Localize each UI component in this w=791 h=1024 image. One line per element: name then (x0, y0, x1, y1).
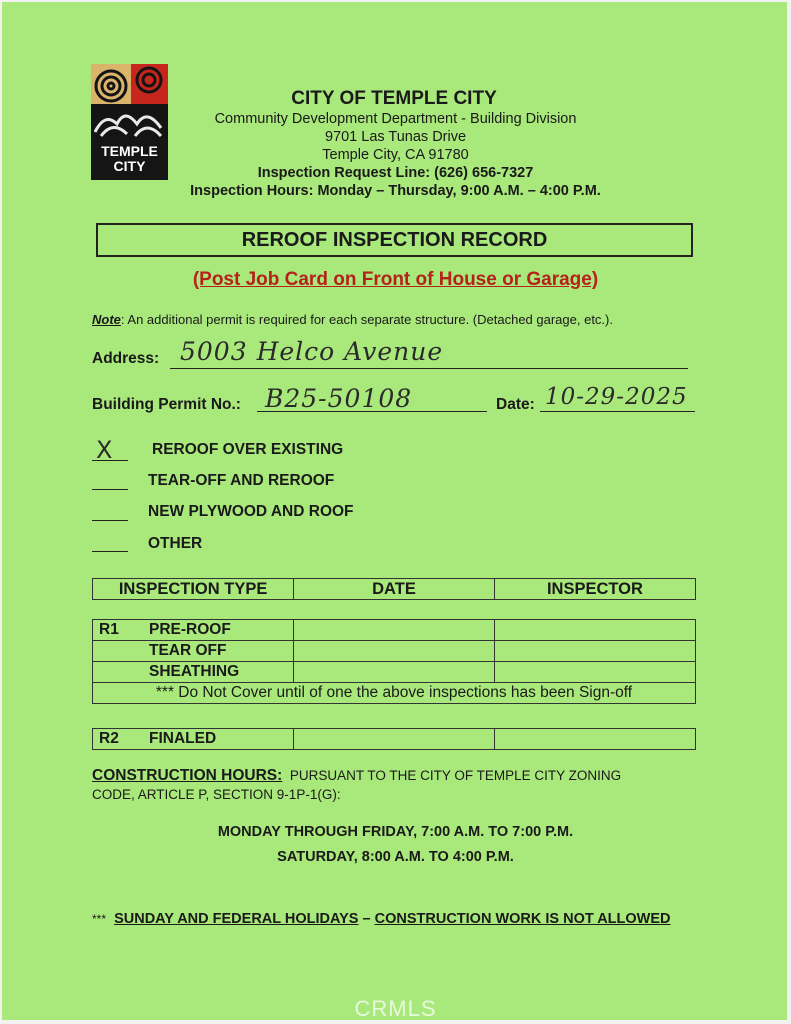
inspector-cell[interactable] (495, 729, 696, 750)
r1-code: R1 (99, 621, 119, 638)
table-row (93, 729, 696, 750)
date-value[interactable]: 10-29-2025 (545, 384, 688, 410)
r2-code: R2 (99, 730, 119, 747)
saturday-hours: SATURDAY, 8:00 A.M. TO 4:00 P.M. (277, 849, 514, 865)
table-row (93, 662, 696, 683)
logo-text-line2: CITY (113, 158, 146, 174)
column-header: DATE (294, 579, 495, 600)
r1-note: *** Do Not Cover until of one the above inspections has been Sign-off (93, 683, 696, 704)
date-label: Date: (496, 396, 535, 413)
address-label: Address: (92, 350, 160, 367)
street-line: 9701 Las Tunas Drive (324, 129, 467, 145)
inspector-cell[interactable] (495, 620, 696, 641)
date-cell[interactable] (294, 662, 495, 683)
option-label: REROOF OVER EXISTING (152, 441, 344, 458)
option-checkbox[interactable] (92, 551, 128, 552)
department-line: Community Development Department - Building Division (214, 111, 577, 127)
sunday-notice (92, 911, 671, 927)
option-label: TEAR-OFF AND REROOF (148, 472, 335, 489)
note (92, 312, 613, 327)
construction-label: CONSTRUCTION HOURS: (92, 767, 283, 784)
weekday-hours: MONDAY THROUGH FRIDAY, 7:00 A.M. TO 7:00 P.M. (217, 824, 574, 840)
date-cell[interactable] (294, 641, 495, 662)
note-text: : An additional permit is required for each separate structure. (Detached garage, etc.). (120, 312, 613, 327)
inspection-item: FINALED (149, 730, 217, 747)
watermark: CRMLS (354, 996, 437, 1021)
record-title: REROOF INSPECTION RECORD (96, 223, 693, 257)
construction-text-2: CODE, ARTICLE P, SECTION 9-1P-1(G): (92, 787, 341, 802)
logo-text-line1: TEMPLE (101, 143, 158, 159)
option-label: NEW PLYWOOD AND ROOF (148, 503, 354, 520)
r2-inspection-table (92, 728, 696, 750)
sunday-dash: – (362, 911, 371, 927)
sunday-part2: CONSTRUCTION WORK IS NOT ALLOWED (374, 911, 671, 927)
r1-inspection-table (92, 619, 696, 704)
inspection-item: TEAR OFF (149, 642, 227, 659)
inspector-cell[interactable] (495, 641, 696, 662)
permit-label: Building Permit No.: (92, 396, 241, 413)
inspection-item: SHEATHING (149, 663, 240, 680)
date-cell[interactable] (294, 620, 495, 641)
construction-hours (92, 766, 621, 804)
sunday-prefix: *** (92, 912, 107, 926)
inspection-hours: Inspection Hours: Monday – Thursday, 9:00 A.M. – 4:00 P.M. (190, 183, 601, 199)
permit-value[interactable]: B25-50108 (265, 384, 413, 413)
city-title: CITY OF TEMPLE CITY (291, 88, 497, 109)
construction-text-1: PURSUANT TO THE CITY OF TEMPLE CITY ZONING (289, 768, 622, 783)
column-header: INSPECTION TYPE (93, 579, 294, 600)
option-label: OTHER (148, 535, 203, 552)
request-line: Inspection Request Line: (626) 656-7327 (257, 165, 534, 181)
address-line (170, 368, 688, 369)
table-row (93, 683, 696, 704)
option-checkmark: X (96, 436, 113, 464)
table-row (93, 641, 696, 662)
sunday-part1: SUNDAY AND FEDERAL HOLIDAYS (114, 911, 359, 927)
date-cell[interactable] (294, 729, 495, 750)
post-instruction: (Post Job Card on Front of House or Garage) (192, 269, 599, 290)
option-checkbox[interactable] (92, 520, 128, 521)
inspection-table-header (92, 578, 696, 600)
address-value[interactable]: 5003 Helco Avenue (180, 337, 444, 366)
inspector-cell[interactable] (495, 662, 696, 683)
inspection-item: PRE-ROOF (149, 621, 231, 638)
column-header: INSPECTOR (494, 579, 695, 600)
date-line (540, 411, 695, 412)
table-row (93, 620, 696, 641)
city-state-line: Temple City, CA 91780 (322, 147, 469, 163)
note-label: Note (92, 312, 121, 327)
option-checkbox[interactable] (92, 489, 128, 490)
